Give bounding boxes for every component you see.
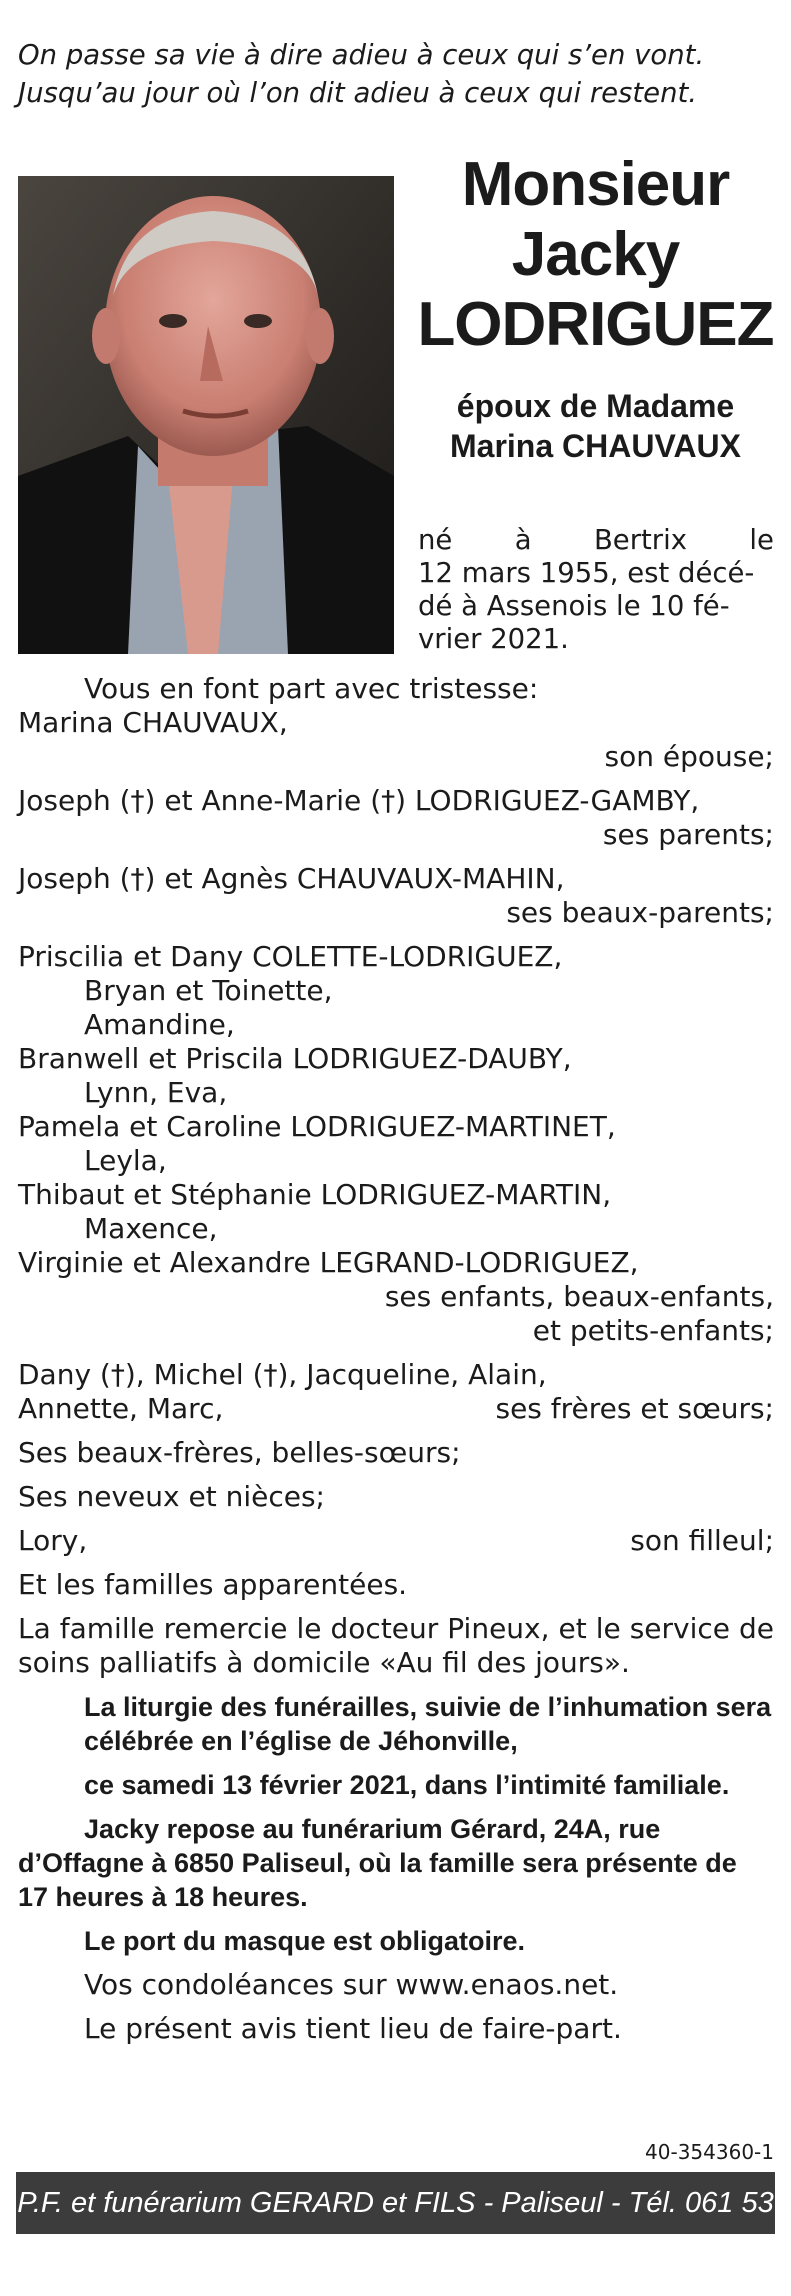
birth-word: né — [418, 524, 453, 556]
mask-notice: Le port du masque est obligatoire. — [84, 1926, 526, 1956]
obituary-body — [18, 672, 774, 2046]
grandchildren: Lynn, Eva, — [84, 1076, 228, 1109]
grandchildren: Maxence, — [84, 1212, 218, 1245]
birth-line: 12 mars 1955, est décé- — [418, 557, 755, 589]
siblings-role: ses frères et sœurs; — [495, 1392, 774, 1425]
birth-word: Bertrix — [593, 524, 688, 556]
deceased-name-block — [405, 150, 786, 466]
epigraph-line: On passe sa vie à dire adieu à ceux qui s’en vont. — [18, 39, 705, 71]
spouse-name: Marina CHAUVAUX, — [18, 706, 288, 739]
spouse-line: Marina CHAUVAUX — [450, 428, 741, 464]
birth-line — [418, 524, 774, 557]
grandchildren: Bryan et Toinette, — [84, 974, 333, 1007]
godson-row — [18, 1524, 774, 1558]
inlaws-role: ses beaux-parents; — [506, 896, 774, 929]
birth-death-info — [418, 524, 774, 656]
children-role: et petits-enfants; — [532, 1314, 774, 1347]
birth-word: le — [749, 524, 774, 556]
epigraph-line: Jusqu’au jour où l’on dit adieu à ceux qui restent. — [18, 77, 698, 109]
children-role: ses enfants, beaux-enfants, — [384, 1280, 774, 1313]
inlaws-siblings: Ses beaux-frères, belles-sœurs; — [18, 1436, 461, 1469]
thanks: La famille remercie le docteur Pineux, et le service de soins palliatifs à domicile «Au fil des jours». — [18, 1612, 774, 1679]
portrait-image — [18, 176, 394, 654]
relatives: Et les familles apparentées. — [18, 1568, 408, 1601]
first-name: Jacky — [511, 220, 680, 289]
title-line: Monsieur — [461, 150, 730, 219]
condolences: Vos condoléances sur www.enaos.net. — [84, 1968, 619, 2001]
notice: Le présent avis tient lieu de faire-part. — [84, 2012, 622, 2045]
child-couple: Branwell et Priscila LODRIGUEZ-DAUBY, — [18, 1042, 572, 1075]
child-couple: Thibaut et Stéphanie LODRIGUEZ-MARTIN, — [18, 1178, 612, 1211]
nephews-nieces: Ses neveux et nièces; — [18, 1480, 325, 1513]
announcement: Vous en font part avec tristesse: — [84, 672, 539, 705]
grandchildren: Amandine, — [84, 1008, 235, 1041]
godson-role: son filleul; — [630, 1524, 774, 1557]
birth-word: à — [514, 524, 532, 556]
siblings-row — [18, 1392, 774, 1426]
child-couple: Virginie et Alexandre LEGRAND-LODRIGUEZ, — [18, 1246, 639, 1279]
footer-banner: P.F. et funérarium GERARD et FILS - Paliseul - Tél. 061 53 32 84 — [16, 2172, 775, 2234]
child-couple: Priscilia et Dany COLETTE-LODRIGUEZ, — [18, 940, 563, 973]
parents-names: Joseph (†) et Anne-Marie (†) LODRIGUEZ-GAMBY, — [18, 784, 700, 817]
child-couple: Pamela et Caroline LODRIGUEZ-MARTINET, — [18, 1110, 616, 1143]
birth-line: vrier 2021. — [418, 623, 569, 655]
parents-role: ses parents; — [602, 818, 774, 851]
spouse-role: son épouse; — [604, 740, 774, 773]
spouse-title — [405, 386, 786, 466]
reference-number: 40-354360-1 — [645, 2140, 774, 2164]
portrait-photo — [18, 176, 394, 654]
birth-line: dé à Assenois le 10 fé- — [418, 590, 730, 622]
ceremony-date: ce samedi 13 février 2021, dans l’intimité familiale. — [84, 1770, 730, 1800]
grandchildren: Leyla, — [84, 1144, 167, 1177]
spouse-line: époux de Madame — [456, 388, 735, 424]
funeral-home-info: Jacky repose au funérarium Gérard, 24A, rue d’Offagne à 6850 Paliseul, où la famille sera présente de 17 heures à 18 heures. — [18, 1814, 737, 1912]
godson-name: Lory, — [18, 1524, 88, 1557]
inlaws-names: Joseph (†) et Agnès CHAUVAUX-MAHIN, — [18, 862, 565, 895]
siblings-names: Annette, Marc, — [18, 1392, 224, 1425]
epigraph — [18, 36, 778, 112]
last-name: LODRIGUEZ — [417, 290, 774, 359]
siblings-names: Dany (†), Michel (†), Jacqueline, Alain, — [18, 1358, 547, 1391]
ceremony: La liturgie des funérailles, suivie de l’inhumation sera célébrée en l’église de Jéhonville, — [84, 1692, 772, 1756]
